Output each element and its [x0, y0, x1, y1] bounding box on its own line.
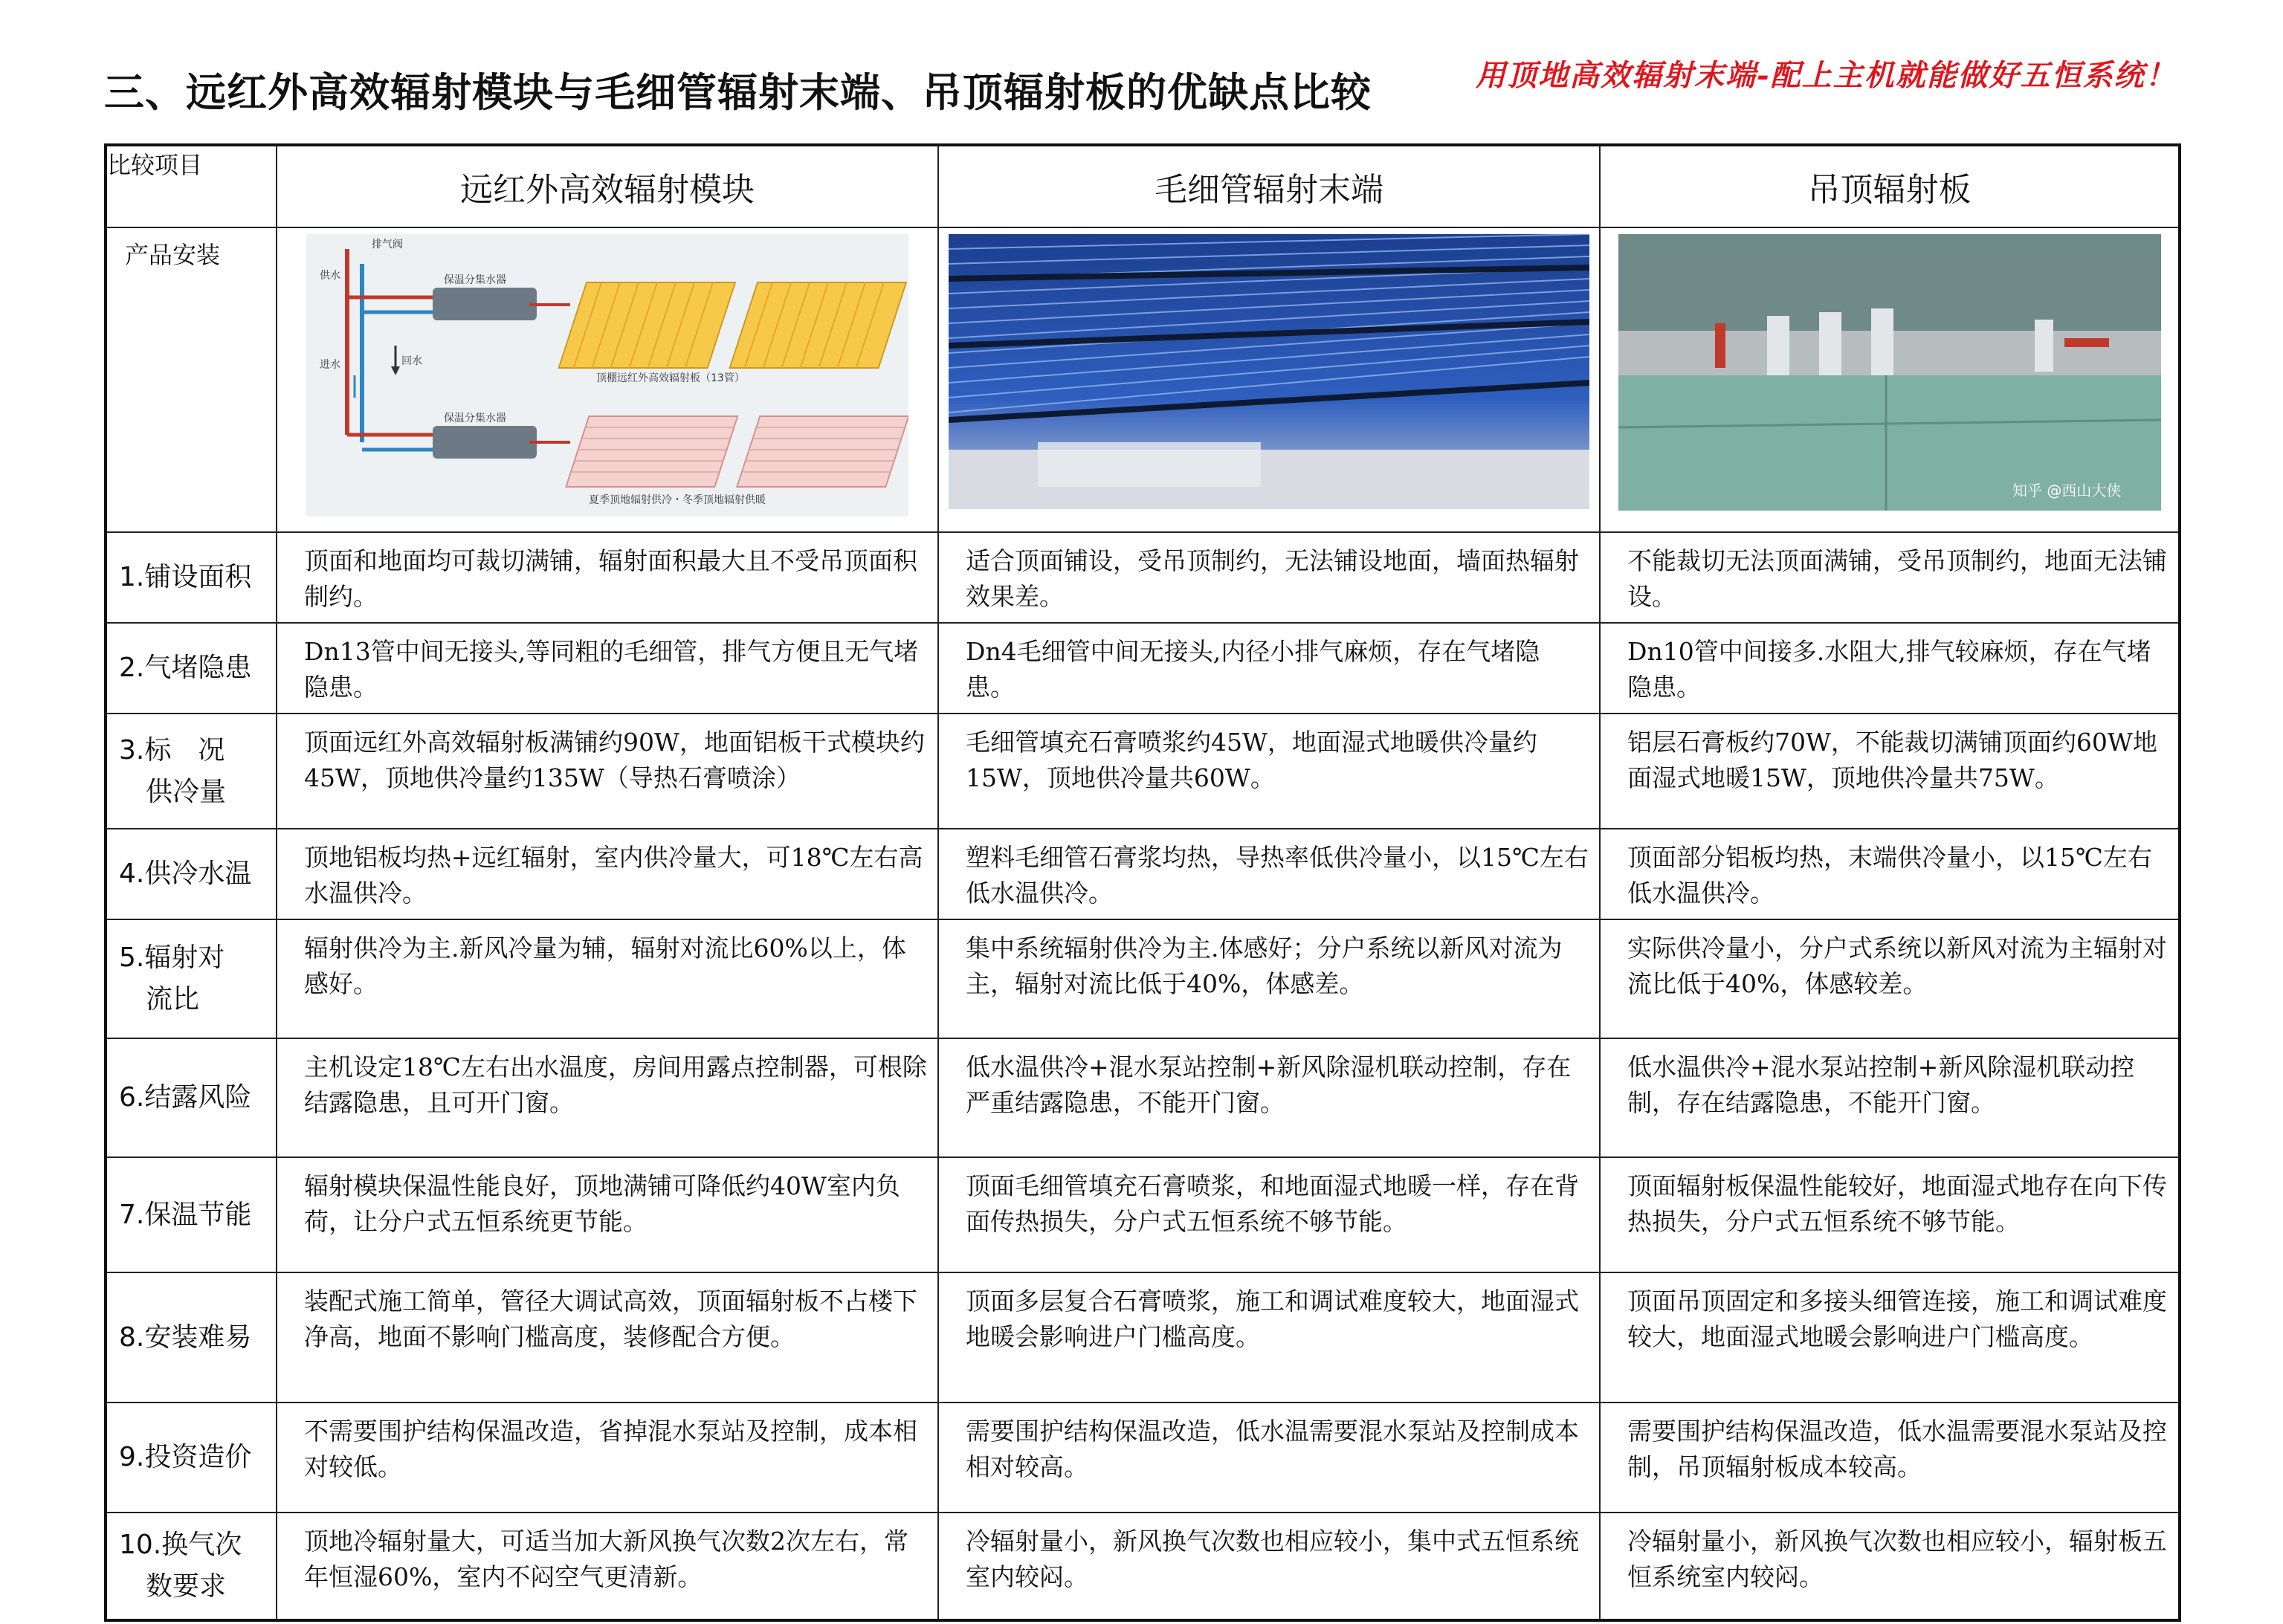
page-title: 三、远红外高效辐射模块与毛细管辐射末端、吊顶辐射板的优缺点比较: [104, 69, 1372, 116]
header-label: 比较项目: [106, 145, 277, 227]
diagram-label-inlet: 进水: [320, 359, 340, 371]
cell-far-infrared: 顶地铝板均热+远红辐射，室内供冷量大，可18℃左右高水温供冷。: [277, 829, 938, 919]
cell-capillary: 低水温供冷+混水泵站控制+新风除湿机联动控制，存在严重结露隐患，不能开门窗。: [938, 1038, 1600, 1157]
install-diagram-cell: [277, 227, 938, 532]
photo-watermark: 知乎 @西山大侠: [2012, 482, 2121, 499]
row-label: 3.标 况 供冷量: [106, 714, 277, 829]
cell-capillary: 冷辐射量小，新风换气次数也相应较小，集中式五恒系统室内较闷。: [938, 1513, 1600, 1620]
table-row: [106, 1403, 2180, 1513]
table-row: [106, 1272, 2180, 1403]
diagram-label-manifold-top: 保温分集水器: [444, 274, 506, 286]
cell-far-infrared: Dn13管中间无接头,等同粗的毛细管，排气方便且无气堵隐患。: [277, 623, 938, 714]
diagram-caption-bottom: 夏季顶地辐射供冷・冬季顶地辐射供暖: [589, 494, 766, 506]
install-row: [106, 227, 2180, 532]
cell-far-infrared: 辐射供冷为主.新风冷量为辅，辐射对流比60%以上，体感好。: [277, 919, 938, 1038]
install-diagram: [306, 234, 908, 517]
diagram-label-manifold-bottom: 保温分集水器: [444, 413, 506, 424]
cell-ceiling-panel: 不能裁切无法顶面满铺，受吊顶制约，地面无法铺设。: [1600, 532, 2180, 623]
row-label: 5.辐射对 流比: [106, 919, 277, 1038]
cell-ceiling-panel: Dn10管中间接多.水阻大,排气较麻烦，存在气堵隐患。: [1600, 623, 2180, 714]
table-row: [106, 829, 2180, 919]
row-label: 9.投资造价: [106, 1403, 277, 1513]
install-row-label: 产品安装: [106, 227, 277, 532]
cell-far-infrared: 不需要围护结构保温改造，省掉混水泵站及控制，成本相对较低。: [277, 1403, 938, 1513]
cell-capillary: 集中系统辐射供冷为主.体感好；分户系统以新风对流为主，辐射对流比低于40%，体感差。: [938, 919, 1600, 1038]
ceiling-panel-photo-cell: [1600, 227, 2180, 532]
cell-ceiling-panel: 顶面部分铝板均热，末端供冷量小，以15℃左右低水温供冷。: [1600, 829, 2180, 919]
row-label: 8.安装难易: [106, 1272, 277, 1403]
cell-capillary: 适合顶面铺设，受吊顶制约，无法铺设地面，墙面热辐射效果差。: [938, 532, 1600, 623]
cell-ceiling-panel: 冷辐射量小，新风换气次数也相应较小，辐射板五恒系统室内较闷。: [1600, 1513, 2180, 1620]
cell-far-infrared: 顶面和地面均可裁切满铺，辐射面积最大且不受吊顶面积制约。: [277, 532, 938, 623]
cell-capillary: 顶面多层复合石膏喷浆，施工和调试难度较大，地面湿式地暖会影响进户门槛高度。: [938, 1272, 1600, 1403]
table-row: [106, 623, 2180, 714]
cell-far-infrared: 顶地冷辐射量大，可适当加大新风换气次数2次左右，常年恒湿60%，室内不闷空气更清新。: [277, 1513, 938, 1620]
row-label: 2.气堵隐患: [106, 623, 277, 714]
column-title-far-infrared: 远红外高效辐射模块: [277, 145, 938, 227]
table-row: [106, 919, 2180, 1038]
cell-ceiling-panel: 顶面辐射板保温性能较好，地面湿式地存在向下传热损失，分户式五恒系统不够节能。: [1600, 1157, 2180, 1272]
table-row: [106, 714, 2180, 829]
diagram-caption-top-panel: 顶棚远红外高效辐射板（13管）: [596, 372, 745, 384]
cell-ceiling-panel: 需要围护结构保温改造，低水温需要混水泵站及控制，吊顶辐射板成本较高。: [1600, 1403, 2180, 1513]
slogan-text: 用顶地高效辐射末端-配上主机就能做好五恒系统！: [1476, 58, 2177, 93]
row-label: 6.结露风险: [106, 1038, 277, 1157]
cell-ceiling-panel: 实际供冷量小，分户式系统以新风对流为主辐射对流比低于40%，体感较差。: [1600, 919, 2180, 1038]
cell-far-infrared: 装配式施工简单，管径大调试高效，顶面辐射板不占楼下净高，地面不影响门槛高度，装修配合方便。: [277, 1272, 938, 1403]
table-row: [106, 1157, 2180, 1272]
diagram-label-supply: 供水: [320, 270, 340, 282]
capillary-photo-cell: [938, 227, 1600, 532]
row-label: 10.换气次 数要求: [106, 1513, 277, 1620]
cell-capillary: 需要围护结构保温改造，低水温需要混水泵站及控制成本相对较高。: [938, 1403, 1600, 1513]
column-title-ceiling-panel: 吊顶辐射板: [1600, 145, 2180, 227]
cell-far-infrared: 辐射模块保温性能良好，顶地满铺可降低约40W室内负荷，让分户式五恒系统更节能。: [277, 1157, 938, 1272]
cell-capillary: 塑料毛细管石膏浆均热，导热率低供冷量小，以15℃左右低水温供冷。: [938, 829, 1600, 919]
row-label: 4.供冷水温: [106, 829, 277, 919]
cell-ceiling-panel: 低水温供冷+混水泵站控制+新风除湿机联动控制，存在结露隐患，不能开门窗。: [1600, 1038, 2180, 1157]
comparison-table: [104, 143, 2181, 1622]
cell-ceiling-panel: 铝层石膏板约70W，不能裁切满铺顶面约60W地面湿式地暖15W，顶地供冷量共75W。: [1600, 714, 2180, 829]
row-label: 7.保温节能: [106, 1157, 277, 1272]
ceiling-panel-photo: [1618, 234, 2161, 511]
cell-capillary: 毛细管填充石膏喷浆约45W，地面湿式地暖供冷量约15W，顶地供冷量共60W。: [938, 714, 1600, 829]
header-row: [106, 145, 2180, 227]
row-label: 1.铺设面积: [106, 532, 277, 623]
cell-capillary: 顶面毛细管填充石膏喷浆，和地面湿式地暖一样，存在背面传热损失，分户式五恒系统不够节能。: [938, 1157, 1600, 1272]
capillary-photo: [949, 234, 1589, 509]
column-title-capillary: 毛细管辐射末端: [938, 145, 1600, 227]
table-row: [106, 1038, 2180, 1157]
cell-far-infrared: 主机设定18℃左右出水温度，房间用露点控制器，可根除结露隐患，且可开门窗。: [277, 1038, 938, 1157]
cell-capillary: Dn4毛细管中间无接头,内径小排气麻烦，存在气堵隐患。: [938, 623, 1600, 714]
diagram-label-return: 回水: [401, 355, 422, 367]
cell-ceiling-panel: 顶面吊顶固定和多接头细管连接，施工和调试难度较大，地面湿式地暖会影响进户门槛高度。: [1600, 1272, 2180, 1403]
diagram-label-exhaust: 排气阀: [372, 239, 403, 250]
cell-far-infrared: 顶面远红外高效辐射板满铺约90W，地面铝板干式模块约45W，顶地供冷量约135W（导热石膏喷涂）: [277, 714, 938, 829]
table-row: [106, 1513, 2180, 1620]
table-row: [106, 532, 2180, 623]
